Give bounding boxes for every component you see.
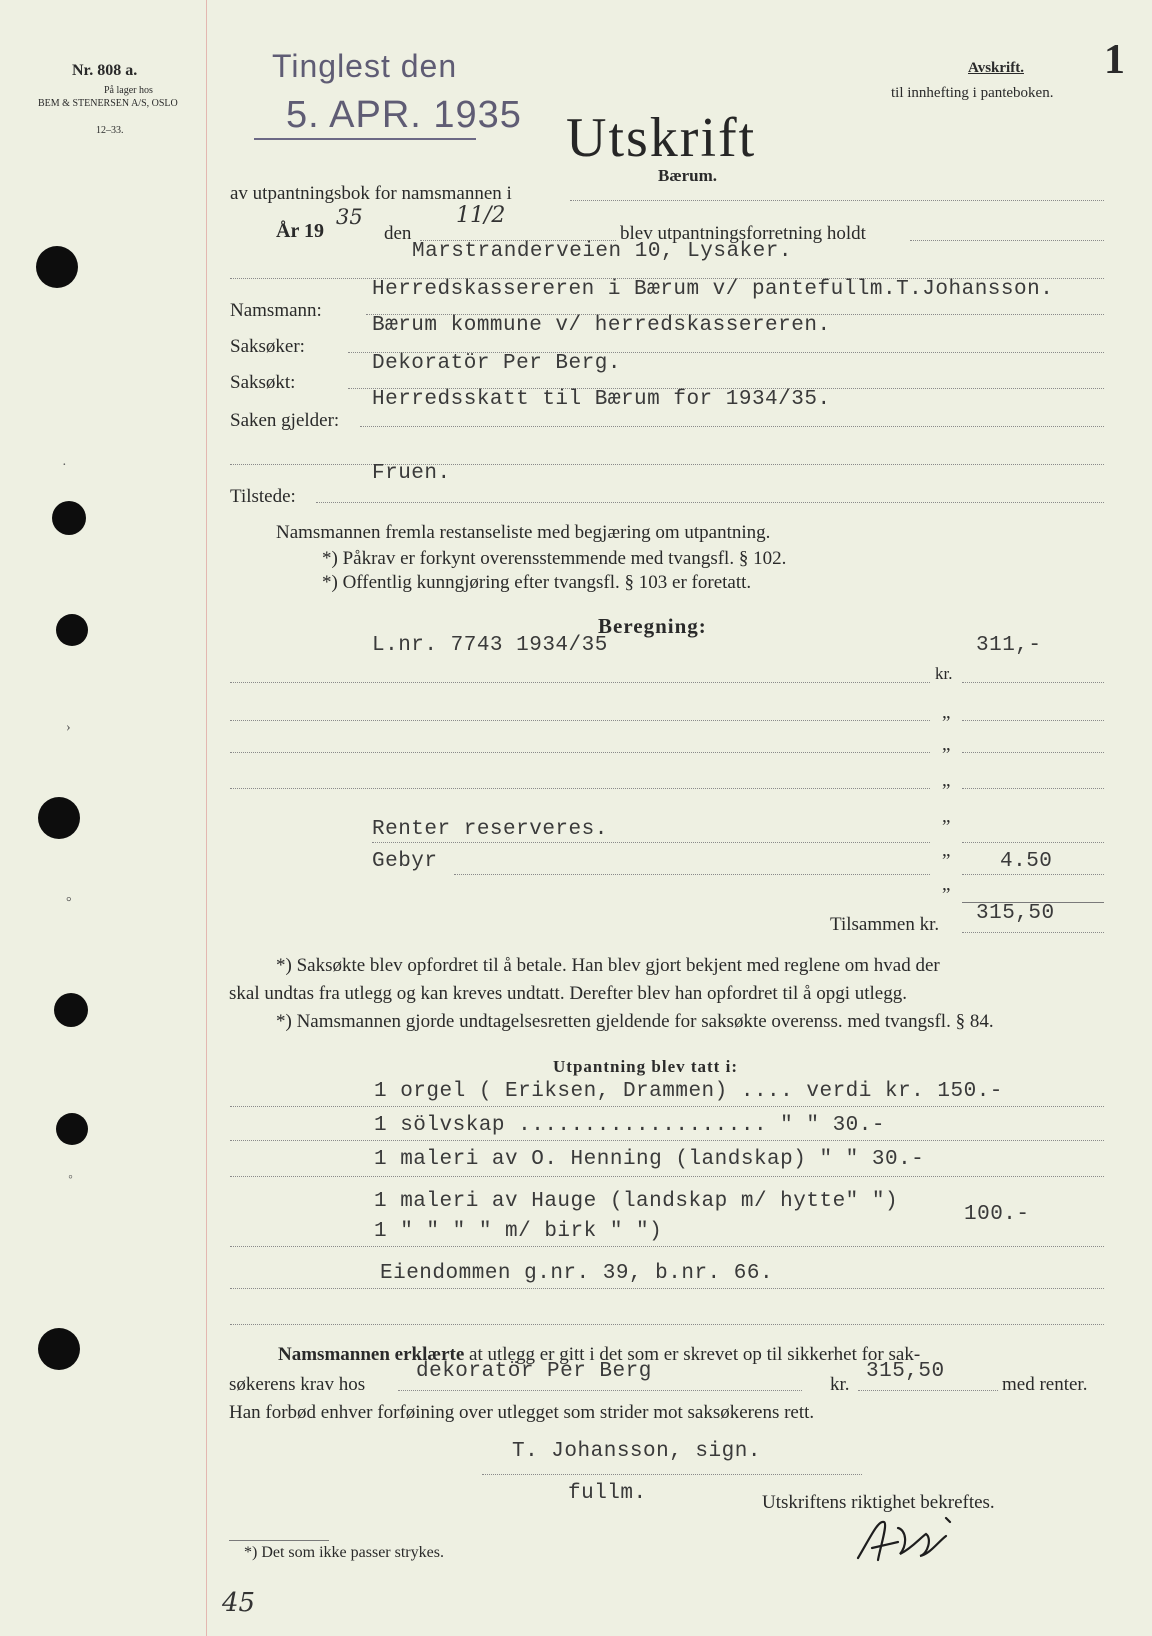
seized-item: 1 maleri av O. Henning (landskap) " " 30.- bbox=[374, 1148, 925, 1171]
intro-label: av utpantningsbok for namsmannen i bbox=[230, 183, 512, 204]
gebyr-amount-line bbox=[962, 874, 1104, 875]
form-date: 12–33. bbox=[96, 125, 124, 136]
saksokt-label: Saksøkt: bbox=[230, 372, 296, 393]
stamp-date: 5. APR. 1935 bbox=[286, 94, 522, 136]
avskrift-subtitle: til innhefting i panteboken. bbox=[891, 85, 1054, 101]
beregning-item-1: L.nr. 7743 1934/35 bbox=[372, 634, 608, 657]
statement-line-3: *) Offentlig kunngjøring efter tvangsfl. § 103 er foretatt. bbox=[322, 572, 752, 593]
declaration-kr: kr. bbox=[830, 1374, 850, 1395]
creditor-line bbox=[398, 1390, 802, 1391]
punch-hole bbox=[36, 246, 78, 288]
held-label: blev utpantningsforretning holdt bbox=[620, 223, 866, 244]
gebyr-amount: 4.50 bbox=[1000, 850, 1053, 873]
beregning-line-1 bbox=[230, 682, 930, 683]
saken-value: Herredsskatt til Bærum for 1934/35. bbox=[372, 388, 831, 411]
page-number: 1 bbox=[1104, 37, 1125, 83]
avskrift-label: Avskrift. bbox=[968, 60, 1024, 76]
seized-item: 1 orgel ( Eriksen, Drammen) .... verdi kr. 150.- bbox=[374, 1080, 1003, 1103]
declaration-bold-lead: Namsmannen erklærte bbox=[278, 1344, 465, 1365]
paragraph-line-3: *) Namsmannen gjorde undtagelsesretten gjeldende for saksøkte overenss. med tvangsfl. § 84. bbox=[276, 1011, 994, 1032]
punch-hole bbox=[38, 1328, 80, 1370]
den-value: 11/2 bbox=[456, 203, 506, 228]
beregning-kr: kr. bbox=[935, 664, 953, 683]
stamp-tinglest: Tinglest den bbox=[272, 48, 458, 84]
punch-hole bbox=[56, 614, 88, 646]
margin-rule bbox=[206, 0, 207, 1636]
year-value: 35 bbox=[336, 205, 363, 229]
punch-hole bbox=[38, 797, 80, 839]
beregning-line-4 bbox=[230, 788, 930, 789]
handwritten-page-number: 45 bbox=[222, 1588, 256, 1618]
creditor-name: dekoratör Per Berg bbox=[416, 1360, 652, 1383]
beregning-title: Beregning: bbox=[598, 614, 707, 638]
saksoker-label: Saksøker: bbox=[230, 336, 305, 357]
ditto-mark: „ bbox=[942, 702, 951, 723]
gebyr-line bbox=[454, 874, 930, 875]
form-publisher-line1: På lager hos bbox=[104, 85, 153, 96]
beregning-amount-line-4 bbox=[962, 788, 1104, 789]
seized-line bbox=[230, 1176, 1104, 1177]
form-number: Nr. 808 a. bbox=[72, 62, 138, 79]
intro-municipality: Bærum. bbox=[658, 166, 718, 185]
ditto-mark: „ bbox=[942, 770, 951, 791]
footnote-text: *) Det som ikke passer strykes. bbox=[244, 1544, 444, 1561]
beregning-amount-line-3 bbox=[962, 752, 1104, 753]
seized-line bbox=[230, 1140, 1104, 1141]
renter-line bbox=[372, 842, 930, 843]
declaration-line-2-tail: med renter. bbox=[1002, 1374, 1088, 1395]
total-amount: 315,50 bbox=[976, 902, 1055, 925]
saken-line-2 bbox=[230, 464, 1104, 465]
year-label: År 19 bbox=[276, 220, 324, 242]
intro-line bbox=[570, 200, 1104, 201]
signature-line bbox=[482, 1474, 862, 1475]
paragraph-line-1: *) Saksøkte blev opfordret til å betale. Han blev gjort bekjent med reglene om hvad der bbox=[276, 955, 940, 976]
held-line bbox=[910, 240, 1104, 241]
beregning-item-1-amount: 311,- bbox=[976, 634, 1042, 657]
namsmann-value: Herredskassereren i Bærum v/ pantefullm.T.Johansson. bbox=[372, 278, 1054, 301]
tilstede-value: Fruen. bbox=[372, 462, 451, 485]
seized-line bbox=[230, 1106, 1104, 1107]
saksokt-value: Dekoratör Per Berg. bbox=[372, 352, 621, 375]
declaration-line-3: Han forbød enhver forføining over utlegget som strider mot saksøkerens rett. bbox=[229, 1402, 815, 1423]
speck-mark: ° bbox=[66, 895, 72, 910]
paragraph-line-2: skal undtas fra utlegg og kan kreves undtatt. Derefter blev han opfordret til å opgi utlegg. bbox=[229, 983, 907, 1004]
speck-mark: › bbox=[66, 720, 71, 735]
punch-hole bbox=[56, 1113, 88, 1145]
punch-hole bbox=[52, 501, 86, 535]
declaration-amount: 315,50 bbox=[866, 1360, 945, 1383]
namsmann-label: Namsmann: bbox=[230, 300, 322, 321]
gebyr-text: Gebyr bbox=[372, 850, 438, 873]
page-title: Utskrift bbox=[566, 107, 757, 169]
seized-item: 1 sölvskap ................... " " 30.- bbox=[374, 1114, 885, 1137]
location-value: Marstranderveien 10, Lysaker. bbox=[412, 240, 792, 263]
total-label: Tilsammen kr. bbox=[830, 914, 940, 935]
eiendom-text: Eiendommen g.nr. 39, b.nr. 66. bbox=[380, 1262, 774, 1285]
beregning-amount-line-1 bbox=[962, 682, 1104, 683]
den-label: den bbox=[384, 223, 412, 244]
handwritten-signature bbox=[850, 1508, 1000, 1568]
footnote-rule bbox=[229, 1540, 329, 1541]
tilstede-line bbox=[316, 502, 1104, 503]
speck-mark: · bbox=[62, 458, 67, 473]
utpantning-title: Utpantning blev tatt i: bbox=[553, 1057, 738, 1076]
saken-line bbox=[360, 426, 1104, 427]
beregning-amount-line-2 bbox=[962, 720, 1104, 721]
declaration-line-2-lead: søkerens krav hos bbox=[229, 1374, 366, 1395]
statement-line-1: Namsmannen fremla restanseliste med begjæring om utpantning. bbox=[276, 522, 771, 543]
speck-mark: ◦ bbox=[68, 1170, 73, 1185]
punch-hole bbox=[54, 993, 88, 1027]
ditto-mark: „ bbox=[942, 874, 951, 895]
renter-amount-line bbox=[962, 842, 1104, 843]
seized-line bbox=[230, 1288, 1104, 1289]
signature-title: fullm. bbox=[568, 1482, 647, 1505]
seized-line bbox=[230, 1246, 1104, 1247]
ditto-mark: „ bbox=[942, 734, 951, 755]
ditto-mark: „ bbox=[942, 806, 951, 827]
signature-name: T. Johansson, sign. bbox=[512, 1440, 761, 1463]
stamp-underline bbox=[254, 138, 476, 140]
seized-line bbox=[230, 1324, 1104, 1325]
saken-label: Saken gjelder: bbox=[230, 410, 340, 431]
declaration-line-1-text: at utlegg er gitt i det som er skrevet op til sikkerhet for sak- bbox=[469, 1344, 921, 1365]
renter-text: Renter reserveres. bbox=[372, 818, 608, 841]
beregning-line-2 bbox=[230, 720, 930, 721]
declaration-amount-line bbox=[858, 1390, 998, 1391]
beregning-line-3 bbox=[230, 752, 930, 753]
statement-line-2: *) Påkrav er forkynt overensstemmende med tvangsfl. § 102. bbox=[322, 548, 787, 569]
seized-item: 1 maleri av Hauge (landskap m/ hytte" ") bbox=[374, 1190, 899, 1213]
certify-text: Utskriftens riktighet bekreftes. bbox=[762, 1492, 995, 1513]
tilstede-label: Tilstede: bbox=[230, 486, 296, 507]
ditto-mark: „ bbox=[942, 840, 951, 861]
total-amount-line bbox=[962, 932, 1104, 933]
form-publisher-line2: BEM & STENERSEN A/S, OSLO bbox=[38, 98, 178, 109]
saksoker-value: Bærum kommune v/ herredskassereren. bbox=[372, 314, 831, 337]
seized-group-amount: 100.- bbox=[964, 1203, 1030, 1226]
seized-item: 1 " " " " m/ birk " ") bbox=[374, 1220, 663, 1243]
